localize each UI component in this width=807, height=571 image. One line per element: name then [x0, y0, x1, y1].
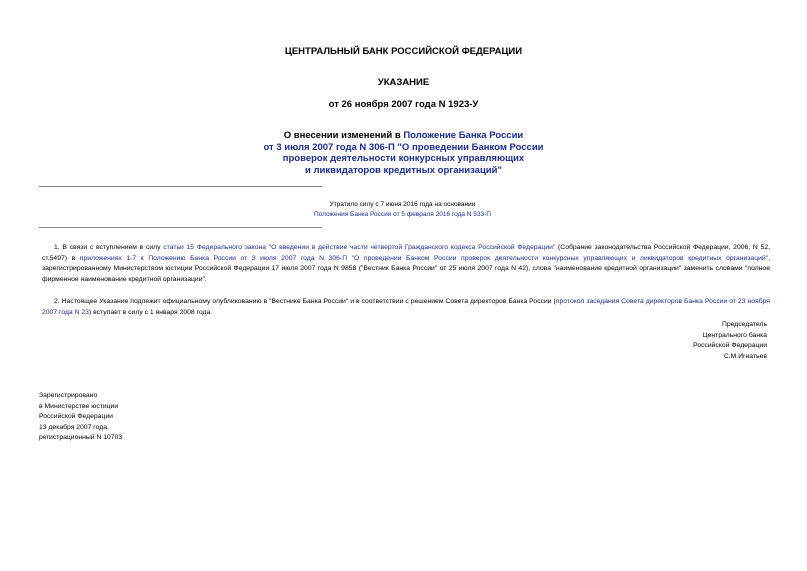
- signature-line-2: Центрального банка: [702, 331, 767, 339]
- signature-line-1: Председатель: [722, 321, 767, 328]
- signature-line-3: Российской Федерации: [693, 342, 767, 350]
- regulation-306p-link-line2[interactable]: от 3 июля 2007 года N 306-П "О проведении Банком России: [263, 141, 544, 153]
- expired-text: Утратило силу с 7 июня 2016 года на основании: [329, 201, 476, 208]
- regulation-533p-link[interactable]: Положения Банка России от 5 февраля 2016 года N 533-П: [314, 211, 491, 218]
- paragraph-2: [42, 297, 770, 318]
- registration-date: 13 декабря 2007 года,: [39, 423, 109, 431]
- paragraph-2-text-b: ) вступает в силу с 1 января 2008 года.: [88, 308, 213, 316]
- paragraph-1-text-b: (Собрание законодательства Российской Федерации, 2006, N 52, ст.5497) в: [42, 244, 770, 262]
- organization-title: ЦЕНТРАЛЬНЫЙ БАНК РОССИЙСКОЙ ФЕДЕРАЦИИ: [284, 46, 523, 57]
- signatory-name: С.М.Игнатьев: [723, 352, 767, 360]
- appendices-1-7-link[interactable]: приложениях 1-7 к Положению Банка России от 3 июля 2007 года N 306-П "О проведении Банком России проверок деятельности конкурсных управляющих и ликвидаторов кредитных организаций": [79, 254, 769, 262]
- divider-top: [39, 186, 322, 187]
- paragraph-1: [42, 243, 770, 285]
- document-date: от 26 ноября 2007 года N 1923-У: [328, 99, 479, 110]
- registration-block: [39, 391, 239, 444]
- registration-line-2: в Министерстве юстиции: [39, 402, 119, 410]
- regulation-306p-link-line4[interactable]: и ликвидаторов кредитных организаций": [305, 164, 502, 176]
- regulation-306p-link-line3[interactable]: проверок деятельности конкурсных управляющих: [282, 153, 525, 164]
- signature-block: [567, 320, 767, 362]
- registration-number: регистрационный N 10703: [39, 434, 123, 442]
- registration-line-3: Российской Федерации: [39, 413, 113, 421]
- document-subject: [0, 130, 807, 176]
- paragraph-2-text-a: 2. Настоящее Указание подлежит официальному опубликованию в "Вестнике Банка России" и в соответствии с решением Совета директоров Банка России (: [54, 298, 556, 305]
- document-type: УКАЗАНИЕ: [377, 77, 430, 88]
- expired-note: [200, 200, 605, 220]
- regulation-306p-link[interactable]: Положение Банка России: [403, 130, 524, 141]
- subject-prefix: О внесении изменений в: [283, 130, 404, 141]
- registration-line-1: Зарегистрировано: [39, 392, 98, 399]
- federal-law-article-15-link[interactable]: статьи 15 Федерального закона "О введении в действие части четвертой Гражданского кодекса Российской Федерации": [163, 244, 556, 251]
- divider-bottom: [39, 227, 322, 228]
- paragraph-1-text-a: 1. В связи с вступлением в силу: [54, 244, 164, 251]
- paragraph-1-text-c: , зарегистрированному Министерством юстиции Российской Федерации 17 июля 2007 года N 9858 ("Вестник Банка России" от 25 июля 2007 года N 42), слова "наименование кредитной организации" заменить словами "полное фирменное наименование кредитной организации".: [42, 254, 771, 283]
- board-protocol-link[interactable]: протокол заседания Совета директоров Банка России от 23 ноября 2007 года N 23: [42, 298, 770, 316]
